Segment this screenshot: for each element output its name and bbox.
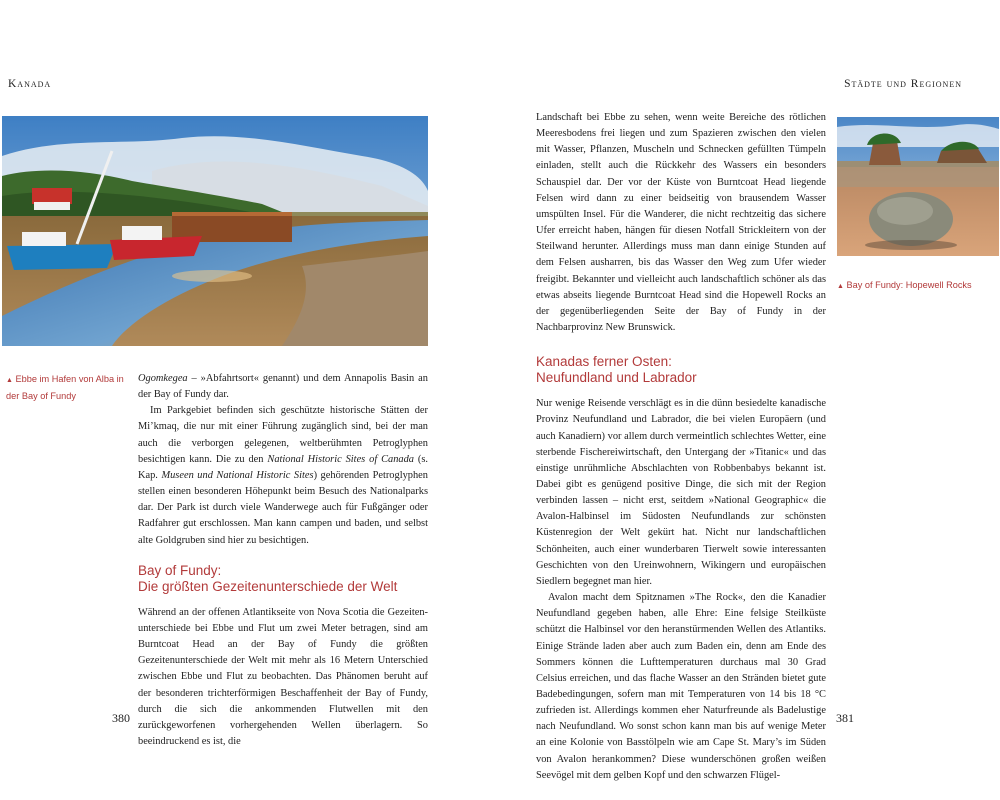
sites-text-b: (s. Kap. xyxy=(138,453,429,481)
east-heading-line2: Neufundland und Labrador xyxy=(536,370,697,386)
sites-italic-2: Museen und National Historic Sites xyxy=(161,469,314,481)
intro-text: – »Abfahrtsort« genannt) und dem Annapolis Basin an der Bay of Fundy dar. xyxy=(138,373,428,401)
east-paragraph: Nur wenige Reisende verschlägt es in die dünn besiedelte kanadische Provinz Neufundland und Labrador, die bei vielen Europäern (und auch Kanadiern) vor allem durch vermeintlich schlechtes Wetter, eine sterbende Fischereiwirtschaft, den Untergang der »Titanic« und das einstige unrühmliche Abschlachten von Robbenbabys bekannt ist. Dabei gibt es genügend positive Dinge, die sich mit der Region verbinden lassen – nicht erst, seitdem »National Geographic« die Avalon-Halbinsel im Südosten Neufundlands zur schönsten Küstenregion der Welt gekürt hat. Nicht nur landschaftlichen Schönheiten, auch einer wunderbaren Tierwelt sowie interessanten Geschichten von den Ureinwohnern, Wikingern und europäischen Siedlern begegnet man hier. xyxy=(536,398,826,587)
page-number-left: 380 xyxy=(112,711,130,725)
right-column xyxy=(536,110,826,784)
fundy-paragraph: Während an der offenen Atlantikseite von Nova Scotia die Gezeiten-unterschiede bei Ebbe und Flut um zwei Meter betragen, sind am Burntcoat Head an der Bay of Fundy die größten Gezeitenunterschiede der Welt mit mehr als 16 Metern Unterschied zwischen Ebbe und Flut zu beobachten. Das Phänomen beruht auf der besonderen trichterförmigen Beschaffenheit der Bay of Fundy, durch die sich die ankommenden Flutwellen mit den zurückgeworfenen vorhergehenden Wellen überlagern. So beeindruckend es ist, die xyxy=(138,606,428,747)
caption-marker: ▲ xyxy=(837,283,844,290)
caption-marker: ▲ xyxy=(6,377,13,384)
harbour-photo-caption xyxy=(6,372,130,403)
sites-paragraph xyxy=(138,403,428,548)
east-heading xyxy=(536,354,826,386)
fundy-heading-line2: Die größten Gezeitenunterschiede der Welt xyxy=(138,578,398,594)
east-heading-line1: Kanadas ferner Osten: xyxy=(536,354,672,370)
top-paragraph: Landschaft bei Ebbe zu sehen, wenn weite Bereiche des rötlichen Meeresbodens frei liegen und zum Spazieren zwischen den vielen mit Wasser, Pflanzen, Muscheln und Schnecken gefüllten Tümpeln einladen, stellt auch die Rückkehr des Wassers ein besonders Schauspiel dar. Der vor der Küste von Burntcoat Head liegende Felsen wird dann zu einer beidseitig von brausendem Wasser umspülten Insel. Für die Wanderer, die nicht rechtzeitig das sichere Ufer erreicht haben, hängen für diesen Notfall Strickleitern von der Steilwand herunter. Allerdings muss man dann einige Stunden auf dem Felsen ausharren, bis das Wasser den Weg zum Ufer wieder freigibt. Bekannter und vielleicht auch landschaftlich schöner als das etwas abseits liegende Burntcoat Head sind die Hopewell Rocks an der gegenüberliegenden Seite der Bay of Fundy in der Nachbarprovinz New Brunswick. xyxy=(536,112,826,334)
sites-text-a: Im Parkgebiet befinden sich geschützte historische Stätten der Mi’kmaq, die nur mit einer Führung zugänglich sind, bei der man auch die verborgen gelegenen, weltberühmten Petroglyphen besichtigen kann. Die zu den xyxy=(138,405,428,465)
fundy-heading-line1: Bay of Fundy: xyxy=(138,562,222,578)
avalon-paragraph: Avalon macht dem Spitznamen »The Rock«, den die Kanadier Neufundland gegeben haben, alle Ehre: Eine felsige Steilküste schützt die Halbinsel vor den heranstürmenden Wellen des Atlantiks. Einige Strände laden aber auch zum Baden ein, denn am Ende des Sommers können die Lufttemperaturen durchaus mal 30 Grad Celsius erreichen, und das flache Wasser an den Stränden bietet gute Badebedingungen, sofern man mit Temperaturen von 14 bis 18 °C zufrieden ist. Allerdings kommen eher Naturfreunde als Badelustige nach Neufundland. Wo sonst schon kann man bis auf wenige Meter an eine Kolonie von Basstölpeln wie am Cape St. Mary’s im Süden von Avalon herankommen? Diese wunderschönen großen weißen Seevögel mit dem gelben Kopf und den schwarzen Flügel- xyxy=(536,592,826,781)
caption-text: Bay of Fundy: Hopewell Rocks xyxy=(846,280,972,290)
intro-italic-term: Ogomkegea xyxy=(138,373,188,384)
hopewell-photo-caption xyxy=(837,278,999,295)
running-head-right: Städte und Regionen xyxy=(844,78,962,90)
left-column xyxy=(138,371,428,750)
sites-italic-1: National Historic Sites of Canada xyxy=(267,453,415,465)
running-head-left: Kanada xyxy=(8,78,52,90)
intro-paragraph xyxy=(138,371,428,403)
caption-text: Ebbe im Hafen von Alba in der Bay of Fundy xyxy=(6,374,124,401)
harbour-photo xyxy=(2,116,428,346)
sites-text-c: ) gehörenden Petroglyphen stellen einen besonderen Höhepunkt beim Besuch des Nationalparks dar. Der Park ist durch viele Wanderwege auch für Fußgänger oder Radfahrer gut erschlossen. Man kann campen und baden, und selbst alte Goldgruben sind hier zu besichtigen. xyxy=(138,469,428,546)
hopewell-photo xyxy=(837,117,999,256)
page-number-right: 381 xyxy=(836,711,854,725)
fundy-heading xyxy=(138,563,428,595)
